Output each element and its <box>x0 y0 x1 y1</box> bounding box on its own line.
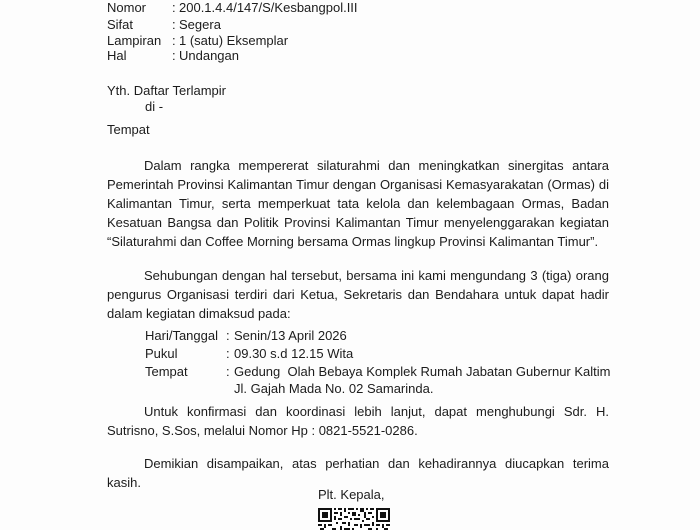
event-date-label: Hari/Tanggal <box>145 328 218 343</box>
recipient-di: di - <box>145 99 164 114</box>
event-place-label: Tempat <box>145 364 188 379</box>
sifat-label: Sifat <box>107 17 134 32</box>
nomor-colon: : <box>172 0 176 15</box>
body-paragraph-3: Untuk konfirmasi dan koordinasi lebih lanjut, dapat menghubungi Sdr. H. Sutrisno, S.Sos, melalui Nomor Hp : 0821-5521-0286. <box>107 404 609 438</box>
body-paragraph-2: Sehubungan dengan hal tersebut, bersama ini kami mengundang 3 (tiga) orang pengurus Organisasi terdiri dari Ketua, Sekretaris dan Bendahara untuk dapat hadir dalam kegiatan dimaksud pada: <box>107 268 609 321</box>
body-paragraph-1: Dalam rangka mempererat silaturahmi dan meningkatkan sinergitas antara Pemerintah Provinsi Kalimantan Timur dengan Organisasi Kemasyarakatan (Ormas) di Kalimantan Timur, serta memperkuat tata kelola dan kelembagaan Ormas, Badan Kesatuan Bangsa dan Politik Provinsi Kalimantan Timur menyelenggarakan kegiatan “Silaturahmi dan Coffee Morning bersama Ormas lingkup Provinsi Kalimantan Timur”. <box>107 158 609 249</box>
qr-code-icon <box>318 508 390 530</box>
event-time-value: 09.30 s.d 12.15 Wita <box>234 346 354 361</box>
event-place-colon: : <box>226 364 230 379</box>
event-place-value-line1: Gedung Olah Bebaya Komplek Rumah Jabatan Gubernur Kaltim <box>234 364 611 379</box>
sifat-value: Segera <box>179 17 221 32</box>
signature-title: Plt. Kepala, <box>318 487 385 502</box>
nomor-label: Nomor <box>107 0 147 15</box>
event-date-colon: : <box>226 328 230 343</box>
event-time-label: Pukul <box>145 346 178 361</box>
event-time-colon: : <box>226 346 230 361</box>
body-paragraph-4: Demikian disampaikan, atas perhatian dan kehadirannya diucapkan terima kasih. <box>107 456 609 490</box>
hal-value: Undangan <box>179 48 239 63</box>
recipient-name: Yth. Daftar Terlampir <box>107 83 226 98</box>
event-place-value-line2: Jl. Gajah Mada No. 02 Samarinda. <box>234 381 434 396</box>
hal-colon: : <box>172 48 176 63</box>
lampiran-label: Lampiran <box>107 33 162 48</box>
nomor-value: 200.1.4.4/147/S/Kesbangpol.III <box>179 0 358 15</box>
lampiran-value: 1 (satu) Eksemplar <box>179 33 289 48</box>
lampiran-colon: : <box>172 33 176 48</box>
recipient-place: Tempat <box>107 122 150 137</box>
event-date-value: Senin/13 April 2026 <box>234 328 347 343</box>
hal-label: Hal <box>107 48 127 63</box>
sifat-colon: : <box>172 17 176 32</box>
